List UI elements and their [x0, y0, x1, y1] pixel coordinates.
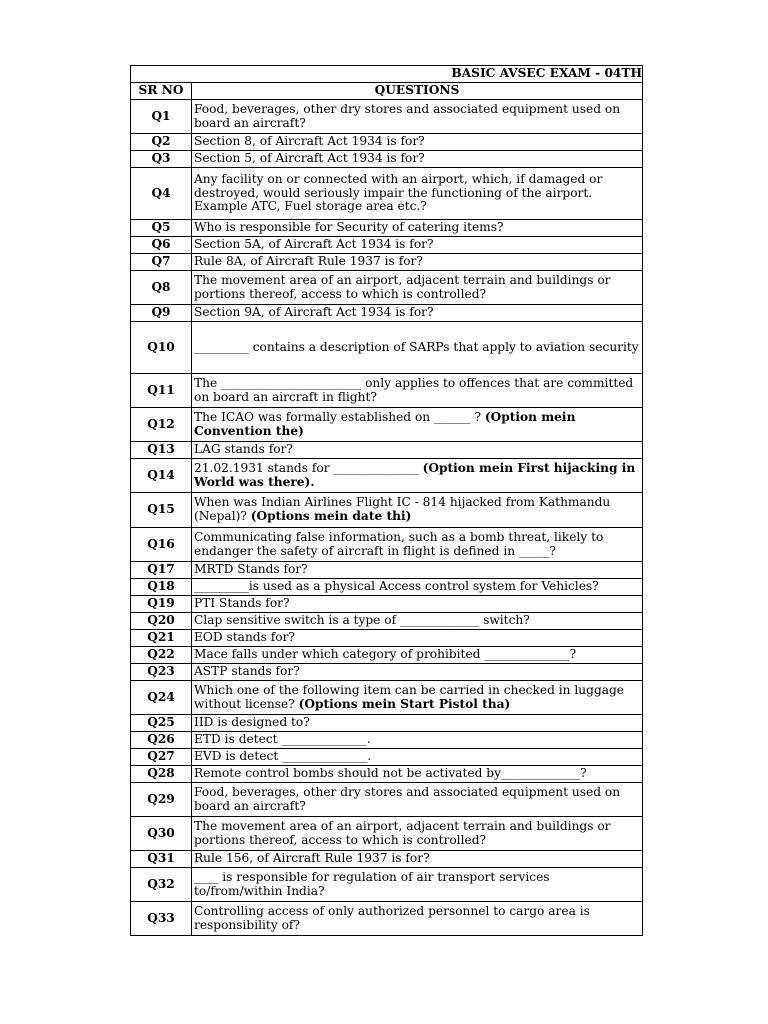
- question-cell: [192, 715, 643, 732]
- question-text: The movement area of an airport, adjacent terrain and buildings or portions thereof, access to which is controlled?: [194, 272, 611, 301]
- question-cell: [192, 766, 643, 783]
- question-text: ETD is detect ______________.: [194, 732, 371, 747]
- question-text: MRTD Stands for?: [194, 562, 308, 577]
- question-number: Q18: [131, 579, 192, 596]
- table-row: [131, 134, 643, 151]
- table-row: [131, 151, 643, 168]
- question-cell: [192, 562, 643, 579]
- question-cell: [192, 459, 643, 493]
- question-text: EOD stands for?: [194, 630, 295, 645]
- question-text: Section 8, of Aircraft Act 1934 is for?: [194, 134, 425, 149]
- question-text: PTI Stands for?: [194, 596, 290, 611]
- question-number: Q31: [131, 851, 192, 868]
- question-number: Q28: [131, 766, 192, 783]
- question-number: Q6: [131, 237, 192, 254]
- question-note: (Option mein First hijacking in World was there).: [194, 460, 636, 489]
- table-row: [131, 851, 643, 868]
- question-number: Q11: [131, 374, 192, 408]
- question-number: Q4: [131, 168, 192, 220]
- table-row: [131, 579, 643, 596]
- question-cell: [192, 868, 643, 902]
- question-text: The _______________________ only applies to offences that are committed on board an aircraft in flight?: [194, 375, 634, 404]
- table-row: [131, 596, 643, 613]
- question-number: Q16: [131, 528, 192, 562]
- table-row: [131, 630, 643, 647]
- question-cell: [192, 528, 643, 562]
- question-number: Q7: [131, 254, 192, 271]
- question-text: Clap sensitive switch is a type of _____________ switch?: [194, 613, 530, 628]
- question-cell: [192, 681, 643, 715]
- table-row: [131, 749, 643, 766]
- title-row: [131, 66, 643, 83]
- question-cell: [192, 254, 643, 271]
- table-row: [131, 902, 643, 936]
- question-cell: [192, 902, 643, 936]
- table-row: [131, 868, 643, 902]
- question-text: ____ is responsible for regulation of air transport services to/from/within India?: [194, 869, 550, 898]
- question-text: The movement area of an airport, adjacent terrain and buildings or portions thereof, access to which is controlled?: [194, 818, 611, 847]
- question-note: (Options mein Start Pistol tha): [298, 696, 511, 711]
- question-cell: [192, 647, 643, 664]
- question-cell: [192, 664, 643, 681]
- question-text: Rule 8A, of Aircraft Rule 1937 is for?: [194, 254, 423, 269]
- question-number: Q22: [131, 647, 192, 664]
- exam-sheet: [130, 65, 643, 936]
- question-number: Q10: [131, 322, 192, 374]
- question-cell: [192, 322, 643, 374]
- question-number: Q21: [131, 630, 192, 647]
- question-cell: [192, 220, 643, 237]
- table-row: [131, 664, 643, 681]
- question-cell: [192, 817, 643, 851]
- question-text: When was Indian Airlines Flight IC - 814 hijacked from Kathmandu (Nepal)?: [194, 495, 611, 523]
- question-text: Section 5A, of Aircraft Act 1934 is for?: [194, 237, 434, 252]
- question-number: Q5: [131, 220, 192, 237]
- question-cell: [192, 151, 643, 168]
- question-cell: [192, 493, 643, 528]
- question-text: EVD is detect ______________.: [194, 749, 372, 764]
- question-number: Q3: [131, 151, 192, 168]
- question-note: (Option mein Convention the): [194, 409, 576, 438]
- question-text: 21.02.1931 stands for ______________: [194, 460, 419, 475]
- question-number: Q19: [131, 596, 192, 613]
- question-number: Q23: [131, 664, 192, 681]
- question-number: Q25: [131, 715, 192, 732]
- questions-table: [130, 65, 643, 936]
- question-text: Rule 156, of Aircraft Rule 1937 is for?: [194, 851, 430, 866]
- question-cell: [192, 749, 643, 766]
- exam-title: BASIC AVSEC EXAM - 04TH: [131, 66, 643, 83]
- question-cell: [192, 851, 643, 868]
- question-cell: [192, 237, 643, 254]
- question-number: Q26: [131, 732, 192, 749]
- question-text: Section 9A, of Aircraft Act 1934 is for?: [194, 305, 434, 320]
- question-text: Food, beverages, other dry stores and associated equipment used on board an aircraft?: [194, 101, 621, 130]
- table-row: [131, 408, 643, 442]
- questions-header: QUESTIONS: [192, 83, 643, 100]
- question-text: _________is used as a physical Access control system for Vehicles?: [194, 579, 599, 594]
- table-row: [131, 168, 643, 220]
- question-number: Q12: [131, 408, 192, 442]
- question-text: Remote control bombs should not be activated by_____________?: [194, 766, 587, 781]
- table-row: [131, 254, 643, 271]
- question-text: ASTP stands for?: [194, 664, 300, 679]
- table-row: [131, 715, 643, 732]
- question-number: Q8: [131, 271, 192, 305]
- question-text: Who is responsible for Security of catering items?: [194, 220, 504, 235]
- table-row: [131, 305, 643, 322]
- question-number: Q15: [131, 493, 192, 528]
- sr-no-header: SR NO: [131, 83, 192, 100]
- header-row: [131, 83, 643, 100]
- table-row: [131, 766, 643, 783]
- question-cell: [192, 596, 643, 613]
- table-row: [131, 100, 643, 134]
- question-number: Q29: [131, 783, 192, 817]
- table-row: [131, 613, 643, 630]
- question-text: _________ contains a description of SARPs that apply to aviation security: [194, 339, 639, 354]
- question-number: Q9: [131, 305, 192, 322]
- question-cell: [192, 100, 643, 134]
- table-row: [131, 271, 643, 305]
- question-number: Q32: [131, 868, 192, 902]
- question-number: Q17: [131, 562, 192, 579]
- table-row: [131, 528, 643, 562]
- question-number: Q1: [131, 100, 192, 134]
- question-number: Q14: [131, 459, 192, 493]
- question-cell: [192, 732, 643, 749]
- question-text: Communicating false information, such as a bomb threat, likely to endanger the safety of aircraft in flight is defined in _____?: [194, 529, 604, 558]
- question-cell: [192, 579, 643, 596]
- table-row: [131, 732, 643, 749]
- question-cell: [192, 374, 643, 408]
- table-row: [131, 459, 643, 493]
- question-note: (Options mein date thi): [250, 509, 412, 523]
- question-cell: [192, 613, 643, 630]
- table-row: [131, 237, 643, 254]
- question-text: Controlling access of only authorized personnel to cargo area is responsibility of?: [194, 903, 590, 932]
- question-number: Q27: [131, 749, 192, 766]
- question-cell: [192, 168, 643, 220]
- table-row: [131, 220, 643, 237]
- question-cell: [192, 783, 643, 817]
- question-number: Q30: [131, 817, 192, 851]
- question-text: Which one of the following item can be carried in checked in luggage without license?: [194, 682, 625, 711]
- question-text: The ICAO was formally established on ______ ?: [194, 409, 482, 424]
- question-cell: [192, 442, 643, 459]
- table-row: [131, 647, 643, 664]
- question-text: Section 5, of Aircraft Act 1934 is for?: [194, 151, 425, 166]
- question-cell: [192, 271, 643, 305]
- question-text: Food, beverages, other dry stores and associated equipment used on board an aircraft?: [194, 784, 621, 813]
- table-row: [131, 442, 643, 459]
- questions-table-body: [131, 66, 643, 936]
- question-text: IID is designed to?: [194, 715, 310, 730]
- table-row: [131, 562, 643, 579]
- table-row: [131, 493, 643, 528]
- question-text: LAG stands for?: [194, 442, 293, 457]
- question-text: Mace falls under which category of prohibited ______________?: [194, 647, 577, 662]
- question-text: Any facility on or connected with an airport, which, if damaged or destroyed, would seriously impair the functioning of the airport. Example ATC, Fuel storage area etc.?: [194, 172, 603, 214]
- table-row: [131, 322, 643, 374]
- question-number: Q24: [131, 681, 192, 715]
- table-row: [131, 817, 643, 851]
- question-number: Q20: [131, 613, 192, 630]
- question-number: Q33: [131, 902, 192, 936]
- table-row: [131, 783, 643, 817]
- question-number: Q13: [131, 442, 192, 459]
- question-cell: [192, 408, 643, 442]
- table-row: [131, 681, 643, 715]
- question-number: Q2: [131, 134, 192, 151]
- question-cell: [192, 630, 643, 647]
- question-cell: [192, 134, 643, 151]
- table-row: [131, 374, 643, 408]
- question-cell: [192, 305, 643, 322]
